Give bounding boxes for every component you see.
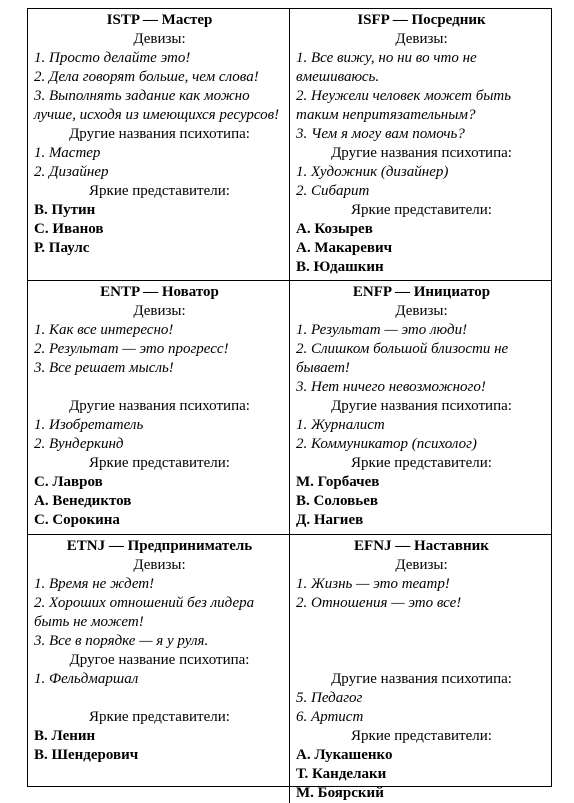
spacer: [296, 651, 547, 670]
motto: 2. Результат — это прогресс!: [34, 341, 229, 357]
other-names-label: Другие названия психотипа:: [331, 145, 512, 161]
representative: В. Шендерович: [34, 747, 139, 763]
mottos-label: Девизы:: [133, 303, 186, 319]
mottos-label: Девизы:: [395, 31, 448, 47]
motto: 1. Просто делайте это!: [34, 50, 191, 66]
other-name: 2. Сибарит: [296, 183, 370, 199]
representative: С. Иванов: [34, 221, 104, 237]
other-name: 2. Коммуникатор (психолог): [296, 436, 477, 452]
psychotype-cell: [28, 535, 290, 803]
representative: В. Путин: [34, 202, 96, 218]
other-name: 1. Изобретатель: [34, 417, 144, 433]
mottos-label: Девизы:: [395, 303, 448, 319]
representative: А. Венедиктов: [34, 493, 132, 509]
representative: С. Сорокина: [34, 512, 120, 528]
mottos-label: Девизы:: [133, 557, 186, 573]
other-name: 2. Дизайнер: [34, 164, 109, 180]
representative: Т. Канделаки: [296, 766, 387, 782]
other-names-label: Другое название психотипа:: [69, 652, 250, 668]
psychotype-title: ISFP — Посредник: [357, 12, 486, 28]
psychotype-title: EFNJ — Наставник: [354, 538, 489, 554]
other-name: 6. Артист: [296, 709, 364, 725]
representative: М. Горбачев: [296, 474, 380, 490]
other-name: 1. Журналист: [296, 417, 385, 433]
spacer: [296, 632, 547, 651]
motto: 2. Дела говорят больше, чем слова!: [34, 69, 259, 85]
representatives-label: Яркие представители:: [89, 709, 230, 725]
other-names-label: Другие названия психотипа:: [69, 126, 250, 142]
representatives-label: Яркие представители:: [89, 183, 230, 199]
psychotype-cell: [290, 9, 551, 281]
motto: 3. Все в порядке — я у руля.: [34, 633, 209, 649]
motto: 2. Слишком большой близости не бывает!: [296, 341, 509, 376]
other-name: 1. Мастер: [34, 145, 101, 161]
psychotype-title: ETNJ — Предприниматель: [66, 538, 253, 554]
motto: 1. Все вижу, но ни во что не вмешиваюсь.: [296, 50, 477, 85]
other-name: 2. Вундеркинд: [34, 436, 124, 452]
spacer: [34, 378, 285, 397]
representatives-label: Яркие представители:: [89, 455, 230, 471]
psychotype-cell: [28, 9, 290, 281]
representatives-label: Яркие представители:: [351, 728, 492, 744]
motto: 1. Жизнь — это театр!: [296, 576, 450, 592]
spacer: [34, 689, 285, 708]
motto: 3. Выполнять задание как можно лучше, исходя из имеющихся ресурсов!: [34, 88, 280, 123]
psychotype-cell: [290, 535, 551, 803]
other-names-label: Другие названия психотипа:: [331, 671, 512, 687]
other-names-label: Другие названия психотипа:: [331, 398, 512, 414]
representative: А. Лукашенко: [296, 747, 393, 763]
representative: Д. Нагиев: [296, 512, 364, 528]
motto: 1. Время не ждет!: [34, 576, 155, 592]
psychotype-title: ENTP — Новатор: [100, 284, 219, 300]
representatives-label: Яркие представители:: [351, 455, 492, 471]
representative: А. Макаревич: [296, 240, 393, 256]
psychotype-cell: [290, 281, 551, 535]
spacer: [296, 613, 547, 632]
other-name: 5. Педагог: [296, 690, 363, 706]
psychotype-title: ISTP — Мастер: [106, 12, 213, 28]
representative: В. Ленин: [34, 728, 96, 744]
other-names-label: Другие названия психотипа:: [69, 398, 250, 414]
representatives-label: Яркие представители:: [351, 202, 492, 218]
representative: С. Лавров: [34, 474, 103, 490]
representative: М. Боярский: [296, 785, 384, 801]
motto: 3. Чем я могу вам помочь?: [296, 126, 465, 142]
representative: А. Козырев: [296, 221, 373, 237]
other-name: 1. Фельдмаршал: [34, 671, 139, 687]
motto: 3. Все решает мысль!: [34, 360, 174, 376]
mottos-label: Девизы:: [395, 557, 448, 573]
psychotype-table: [27, 8, 552, 801]
representative: В. Юдашкин: [296, 259, 384, 275]
motto: 1. Как все интересно!: [34, 322, 174, 338]
other-name: 1. Художник (дизайнер): [296, 164, 449, 180]
psychotype-title: ENFP — Инициатор: [352, 284, 491, 300]
psychotype-cell: [28, 281, 290, 535]
representative: Р. Паулс: [34, 240, 90, 256]
motto: 2. Неужели человек может быть таким непритязательным?: [296, 88, 512, 123]
representative: В. Соловьев: [296, 493, 378, 509]
mottos-label: Девизы:: [133, 31, 186, 47]
motto: 3. Нет ничего невозможного!: [296, 379, 486, 395]
motto: 2. Хороших отношений без лидера быть не может!: [34, 595, 255, 630]
motto: 2. Отношения — это все!: [296, 595, 462, 611]
motto: 1. Результат — это люди!: [296, 322, 468, 338]
